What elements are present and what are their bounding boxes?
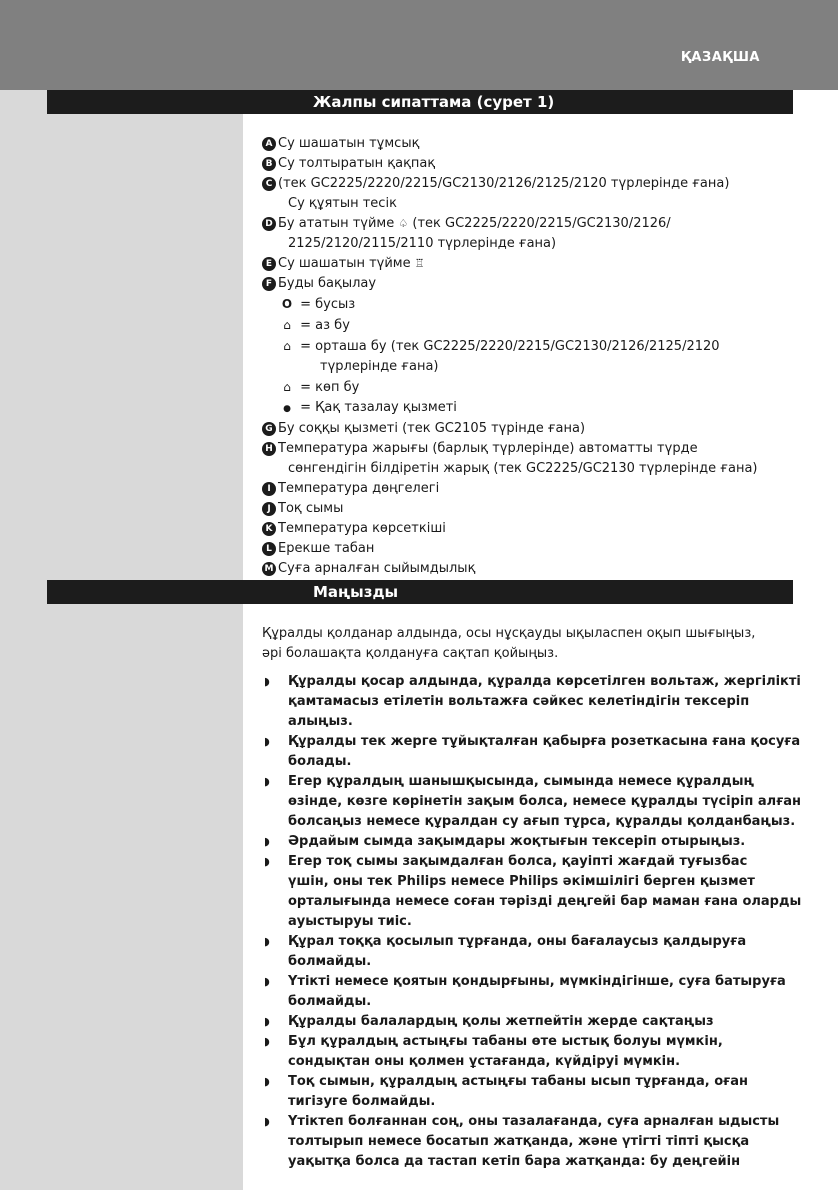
warning-line: болмайды. [288,994,372,1009]
warning-list [262,672,802,1172]
warning-line: алыңыз. [288,714,353,729]
steam-setting-medium: ⌂ = орташа бу (тек GC2225/2220/2215/GC2130/2126/2125/2120 [262,336,802,357]
legend-item-j: J Тоқ сымы [262,499,802,519]
bullet-icon: ◗ [264,935,270,948]
letter-badge-c: C [262,177,276,191]
warning-line: ауыстыруы тиіс. [288,914,412,929]
warning-line: Құралды тек жерге тұйықталған қабырға розеткасына ғана қосуға [288,734,801,749]
warning-line: Құралды қосар алдында, құралда көрсетілген вольтаж, жергілікті [288,674,801,689]
warning-line: Құралды балалардың қолы жетпейтін жерде сақтаңыз [288,1014,714,1029]
legend-item-g: G Бу соққы қызметі (тек GC2105 түрінде ғана) [262,419,802,439]
warning-line: болмайды. [288,954,372,969]
calc-clean-icon: ● [283,404,291,414]
legend-item-d-cont: 2125/2120/2115/2110 түрлерінде ғана) [288,236,557,251]
warning-line: тигізуге болмайды. [288,1094,436,1109]
bullet-icon: ◗ [264,1115,270,1128]
section-title: Жалпы сипаттама (сурет 1) [313,93,555,111]
warning-line: Әрдайым сымда зақымдары жоқтығын тексеріп отырыңыз. [288,834,746,849]
bullet-icon: ◗ [264,975,270,988]
letter-badge-b: B [262,157,276,171]
section-bar-important [47,580,793,604]
steam-shot-icon: ♤ [398,217,409,230]
bullet-icon: ◗ [264,1015,270,1028]
warning-line: болады. [288,754,352,769]
warning-line: қамтамасыз етілетін вольтажға сәйкес келетіндігін тексеріп [288,694,750,709]
warning-line: Егер тоқ сымы зақымдалған болса, қауіпті жағдай туғызбас [288,854,748,869]
letter-badge-e: E [262,257,276,271]
intro-paragraph: Құралды қолданар алдында, осы нұсқауды ықыласпен оқып шығыңыз, әрі болашақта қолдануға сақтап қойыңыз. [262,626,756,661]
steam-setting-low: ⌂ = аз бу [262,315,802,336]
warning-line: Бұл құралдың астыңғы табаны өте ыстық болуы мүмкін, [288,1034,723,1049]
letter-badge-m: M [262,562,276,576]
bullet-icon: ◗ [264,775,270,788]
letter-badge-i: I [262,482,276,496]
letter-badge-j: J [262,502,276,516]
warning-line: орталығында немесе соған тәрізді деңгейі бар маман ғана оларды [288,894,802,909]
header-band [0,0,838,90]
language-label: ҚАЗАҚША [680,50,760,65]
no-steam-icon: O [281,297,293,311]
warning-line: Үтікті немесе қоятын қондырғыны, мүмкіндігінше, суға батыруға [288,974,786,989]
legend-item-i: I Температура дөңгелегі [262,479,802,499]
warning-item [262,772,802,832]
low-steam-icon: ⌂ [283,318,291,332]
steam-setting-calc-clean: ● = Қақ тазалау қызметі [262,398,802,419]
legend-item-m: M Суға арналған сыйымдылық [262,559,802,579]
parts-legend [262,134,802,579]
left-sidebar [0,90,243,1190]
legend-item-h: H Температура жарығы (барлық түрлерінде) автоматты түрде [262,439,802,459]
warning-item [262,1032,802,1072]
warning-line: Үтіктеп болғаннан соң, оны тазалағанда, суға арналған ыдысты [288,1114,780,1129]
bullet-icon: ◗ [264,1035,270,1048]
letter-badge-g: G [262,422,276,436]
warning-item [262,1072,802,1112]
warning-line: толтырып немесе босатып жатқанда, және үтігті тіпті қысқа [288,1134,750,1149]
legend-item-a: A Су шашатын тұмсық [262,134,802,154]
legend-item-e: E Су шашатын түйме ♖ [262,254,802,274]
warning-line: Құрал тоққа қосылып тұрғанда, оны бағалаусыз қалдыруға [288,934,747,949]
letter-badge-f: F [262,277,276,291]
section-bar-general-description [47,90,793,114]
warning-line: үшін, оны тек Philips немесе Philips әкімшілігі берген қызмет [288,874,755,889]
legend-item-l: L Ерекше табан [262,539,802,559]
steam-setting-high: ⌂ = көп бу [262,377,802,398]
warning-line: болсаңыз немесе құралдан су ағып тұрса, құралды қолданбаңыз. [288,814,796,829]
bullet-icon: ◗ [264,835,270,848]
letter-badge-a: A [262,137,276,151]
high-steam-icon: ⌂ [283,380,291,394]
warning-line: уақытқа болса да тастап кетіп бара жатқанда: бу деңгейін [288,1154,741,1169]
letter-badge-h: H [262,442,276,456]
legend-item-d: D Бу ататын түйме ♤ (тек GC2225/2220/2215/GC2130/2126/ [262,214,802,234]
legend-item-c: C (тек GC2225/2220/2215/GC2130/2126/2125/2120 түрлерінде ғана) [262,174,802,194]
warning-item [262,852,802,932]
legend-item-k: K Температура көрсеткіші [262,519,802,539]
warning-item [262,732,802,772]
warning-line: өзінде, көзге көрінетін зақым болса, немесе құралды түсіріп алған [288,794,802,809]
letter-badge-l: L [262,542,276,556]
warning-item [262,1112,802,1172]
steam-setting-medium-cont: түрлерінде ғана) [320,359,439,374]
bullet-icon: ◗ [264,675,270,688]
letter-badge-d: D [262,217,276,231]
bullet-icon: ◗ [264,735,270,748]
spray-icon: ♖ [414,257,425,270]
warning-line: Егер құралдың шанышқысында, сымында немесе құралдың [288,774,754,789]
letter-badge-k: K [262,522,276,536]
legend-item-h-cont: сөнгендігін білдіретін жарық (тек GC2225/GC2130 түрлерінде ғана) [288,461,758,476]
steam-setting-none: O = бусыз [262,294,802,315]
legend-item-f: F Буды бақылау [262,274,802,294]
warning-item [262,972,802,1012]
warning-item [262,932,802,972]
bullet-icon: ◗ [264,1075,270,1088]
warning-item [262,672,802,732]
legend-item-b: B Су толтыратын қақпақ [262,154,802,174]
warning-item [262,832,802,852]
section-title: Маңызды [313,583,399,601]
medium-steam-icon: ⌂ [283,339,291,353]
warning-line: Тоқ сымын, құралдың астыңғы табаны ысып тұрғанда, оған [288,1074,748,1089]
warning-item [262,1012,802,1032]
legend-item-c-cont: Су құятын тесік [288,196,397,211]
bullet-icon: ◗ [264,855,270,868]
warning-line: сондықтан оны қолмен ұстағанда, күйдіруі мүмкін. [288,1054,681,1069]
